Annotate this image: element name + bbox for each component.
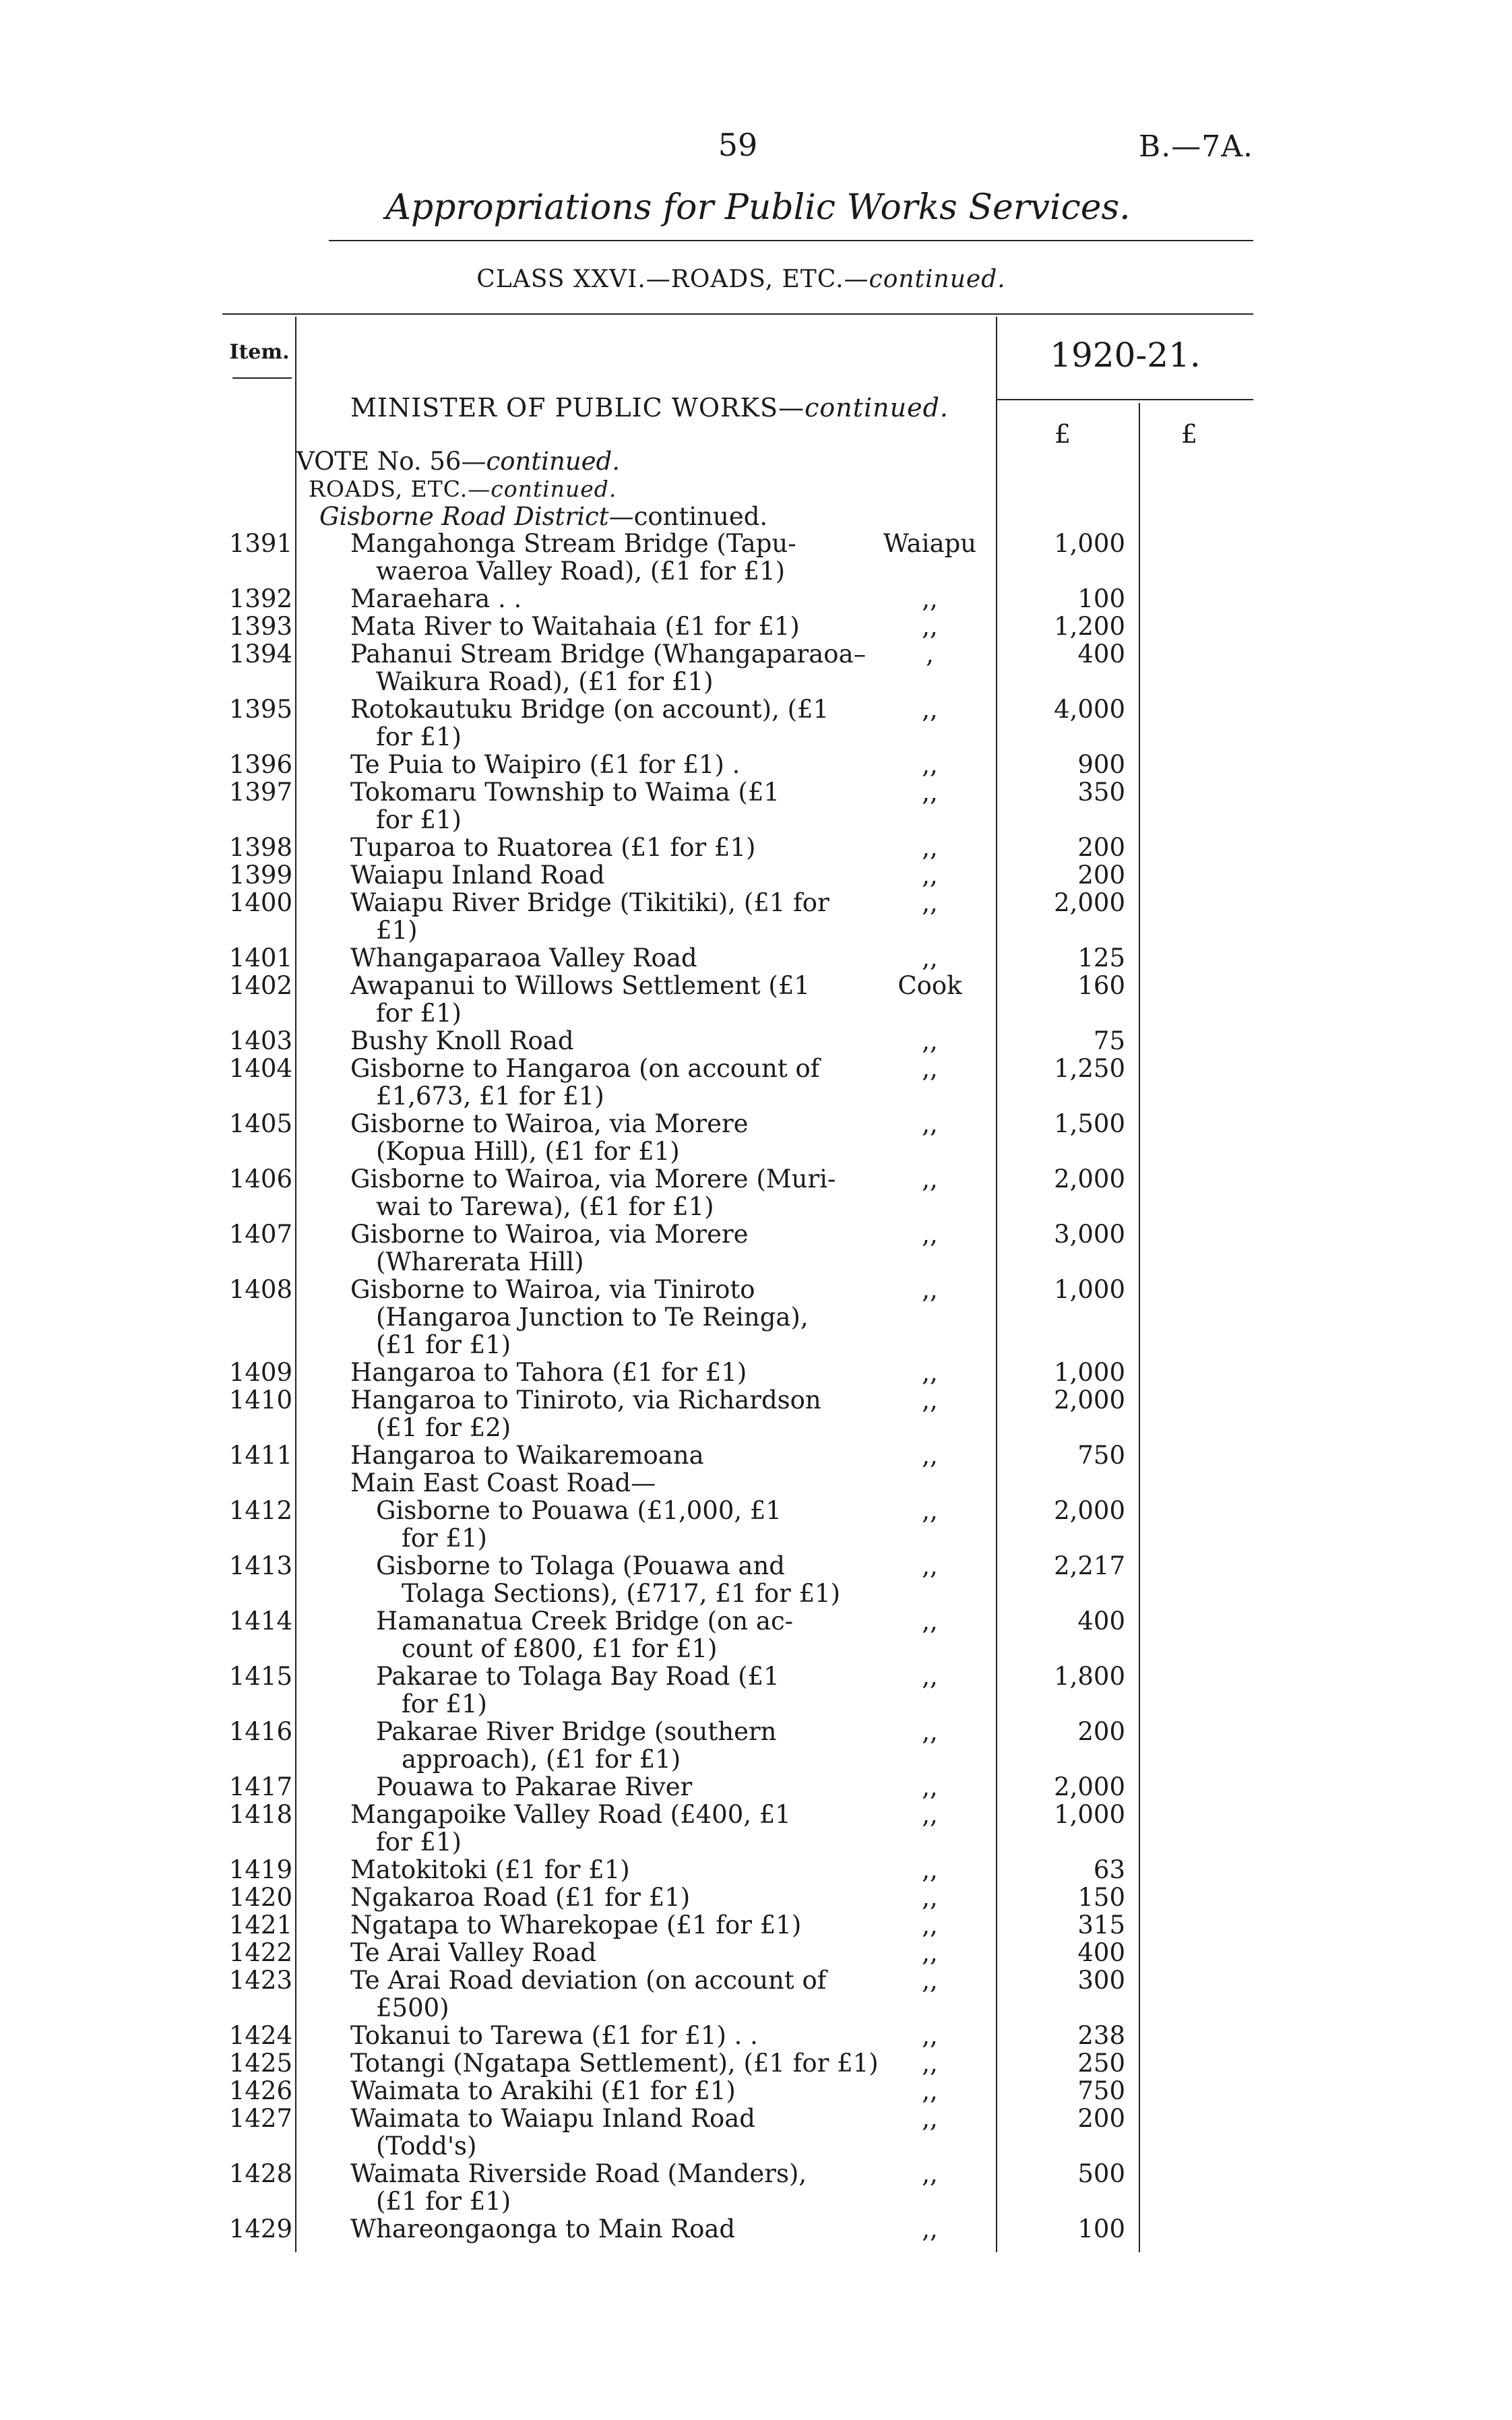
item-number: 1397	[228, 778, 292, 807]
item-description-line: Pakarae to Tolaga Bay Road (£1	[376, 1662, 780, 1691]
item-number: 1406	[228, 1165, 292, 1193]
county-location: ,,	[922, 1911, 938, 1940]
item-description-line: for £1)	[402, 1689, 487, 1718]
district-label	[319, 502, 767, 531]
item-number: 1414	[228, 1607, 292, 1636]
item-number: 1403	[228, 1026, 292, 1055]
year-header-rule	[996, 399, 1253, 400]
item-number: 1404	[228, 1054, 292, 1083]
amount-value: 315	[1077, 1911, 1125, 1940]
item-description-line: for £1)	[402, 1524, 487, 1553]
amount-value: 900	[1077, 750, 1125, 779]
ministry-heading-text: MINISTER OF PUBLIC WORKS—	[350, 393, 805, 423]
county-location: Waiapu	[883, 529, 977, 558]
item-number: 1393	[228, 612, 292, 641]
amount-value: 750	[1077, 2076, 1125, 2105]
item-description-line: Whareongaonga to Main Road	[350, 2214, 736, 2243]
county-location: ,,	[922, 1386, 938, 1415]
ministry-heading-continued: continued.	[805, 393, 949, 423]
item-description-line: Hangaroa to Waikaremoana	[350, 1441, 704, 1470]
item-number: 1392	[228, 584, 292, 613]
amount-value: 2,000	[1054, 1386, 1125, 1415]
amount-value: 150	[1077, 1883, 1125, 1912]
currency-symbol-column-2: £	[1180, 419, 1198, 449]
item-number: 1422	[228, 1938, 292, 1967]
county-location: ,,	[922, 1165, 938, 1193]
item-number: 1424	[228, 2021, 292, 2050]
item-number: 1426	[228, 2076, 292, 2105]
item-description-line: Mangahonga Stream Bridge (Tapu-	[350, 529, 796, 558]
county-location: ,,	[922, 1026, 938, 1055]
item-number: 1412	[228, 1496, 292, 1525]
item-description-line: £1)	[376, 916, 418, 945]
amount-column-divider	[996, 317, 997, 2252]
item-description-line: £1,673, £1 for £1)	[376, 1082, 604, 1111]
item-description-line: for £1)	[376, 722, 462, 751]
item-number: 1400	[228, 888, 292, 917]
amount-value: 4,000	[1054, 695, 1125, 724]
amount-value: 400	[1077, 1938, 1125, 1967]
item-description-line: Hangaroa to Tahora (£1 for £1)	[350, 1358, 747, 1387]
district-label-continued: —continued.	[608, 502, 768, 531]
class-heading-continued: continued.	[869, 266, 1006, 293]
item-number: 1407	[228, 1220, 292, 1249]
amount-value: 100	[1077, 2214, 1125, 2243]
item-number: 1405	[228, 1109, 292, 1138]
second-amount-column-divider	[1139, 403, 1140, 2252]
item-description-line: Awapanui to Willows Settlement (£1	[350, 971, 810, 1000]
item-header-rule	[232, 377, 292, 379]
county-location: ,,	[922, 833, 938, 862]
amount-value: 200	[1077, 2104, 1125, 2133]
item-number: 1411	[228, 1441, 292, 1470]
amount-value: 1,800	[1054, 1662, 1125, 1691]
item-number: 1410	[228, 1386, 292, 1415]
item-number: 1420	[228, 1883, 292, 1912]
item-description-line: Gisborne to Hangaroa (on account of	[350, 1054, 820, 1083]
amount-value: 750	[1077, 1441, 1125, 1470]
title-rule	[329, 240, 1253, 241]
item-description-line: (Todd's)	[376, 2132, 477, 2161]
item-description-line: Gisborne to Wairoa, via Morere	[350, 1220, 749, 1249]
section-label-continued: continued.	[491, 476, 617, 502]
county-location: ,,	[922, 1800, 938, 1829]
section-label	[309, 476, 617, 502]
item-description-line: Te Arai Road deviation (on account of	[350, 1966, 827, 1995]
county-location: ,,	[922, 1855, 938, 1884]
amount-value: 160	[1077, 971, 1125, 1000]
item-description-line: Gisborne to Wairoa, via Morere	[350, 1109, 749, 1138]
item-description-line: Ngatapa to Wharekopae (£1 for £1)	[350, 1911, 802, 1940]
amount-value: 200	[1077, 861, 1125, 890]
vote-label-text: VOTE No. 56—	[296, 447, 486, 476]
item-description-line: Maraehara . .	[350, 584, 522, 613]
item-description-line: Totangi (Ngatapa Settlement), (£1 for £1)	[350, 2049, 879, 2078]
vote-label	[296, 447, 620, 476]
item-number: 1419	[228, 1855, 292, 1884]
item-description-line: for £1)	[376, 999, 462, 1028]
item-description-line: (Wharerata Hill)	[376, 1247, 584, 1276]
item-number: 1427	[228, 2104, 292, 2133]
county-location: ,,	[922, 2214, 938, 2243]
item-description-line: (£1 for £1)	[376, 1330, 511, 1359]
item-number: 1395	[228, 695, 292, 724]
item-number: 1402	[228, 971, 292, 1000]
item-number: 1394	[228, 640, 292, 669]
county-location: ,,	[922, 778, 938, 807]
item-number: 1421	[228, 1911, 292, 1940]
county-location: ,,	[922, 1054, 938, 1083]
amount-value: 1,000	[1054, 529, 1125, 558]
district-label-text: Gisborne Road District	[319, 502, 609, 531]
item-column-header: Item.	[229, 340, 290, 364]
item-description-line: count of £800, £1 for £1)	[402, 1634, 718, 1663]
item-number: 1429	[228, 2214, 292, 2243]
county-location: ,,	[922, 1938, 938, 1967]
amount-value: 125	[1077, 943, 1125, 972]
item-number: 1409	[228, 1358, 292, 1387]
item-description-line: Mata River to Waitahaia (£1 for £1)	[350, 612, 800, 641]
county-location: ,,	[922, 1275, 938, 1304]
amount-value: 2,000	[1054, 1496, 1125, 1525]
vote-label-continued: continued.	[486, 447, 621, 476]
item-number: 1401	[228, 943, 292, 972]
item-number: 1428	[228, 2159, 292, 2188]
county-location: ,,	[922, 2159, 938, 2188]
page-title: Appropriations for Public Works Services.	[385, 187, 1131, 228]
amount-value: 3,000	[1054, 1220, 1125, 1249]
county-location: ,,	[922, 1966, 938, 1995]
ministry-heading	[350, 393, 949, 423]
item-number: 1416	[228, 1717, 292, 1746]
item-description-line: Te Puia to Waipiro (£1 for £1) .	[350, 750, 741, 779]
amount-value: 2,217	[1054, 1551, 1125, 1580]
sub-heading-main-east-coast-road: Main East Coast Road—	[350, 1468, 656, 1497]
county-location: ,,	[922, 1883, 938, 1912]
item-number: 1398	[228, 833, 292, 862]
county-location: ,	[926, 640, 934, 669]
item-description-line: Waiapu Inland Road	[350, 861, 605, 890]
year-column-header: 1920-21.	[1050, 336, 1201, 375]
county-location: ,,	[922, 750, 938, 779]
amount-value: 1,000	[1054, 1358, 1125, 1387]
item-description-line: for £1)	[376, 805, 462, 834]
county-location: ,,	[922, 612, 938, 641]
item-description-line: waeroa Valley Road), (£1 for £1)	[376, 557, 786, 586]
document-reference: B.—7A.	[1138, 129, 1253, 164]
item-number: 1425	[228, 2049, 292, 2078]
item-description-line: Pouawa to Pakarae River	[376, 1772, 693, 1801]
county-location: ,,	[922, 1662, 938, 1691]
item-description-line: Tokomaru Township to Waima (£1	[350, 778, 780, 807]
county-location: ,,	[922, 1717, 938, 1746]
county-location: ,,	[922, 2104, 938, 2133]
item-description-line: Gisborne to Wairoa, via Morere (Muri-	[350, 1165, 836, 1193]
item-description-line: (£1 for £1)	[376, 2187, 511, 2216]
item-description-line: (Hangaroa Junction to Te Reinga),	[376, 1303, 809, 1332]
item-description-line: Hangaroa to Tiniroto, via Richardson	[350, 1386, 821, 1415]
item-number: 1418	[228, 1800, 292, 1829]
amount-value: 100	[1077, 584, 1125, 613]
class-heading	[404, 266, 1078, 293]
amount-value: 350	[1077, 778, 1125, 807]
item-number: 1396	[228, 750, 292, 779]
item-description-line: Gisborne to Pouawa (£1,000, £1	[376, 1496, 782, 1525]
amount-value: 1,500	[1054, 1109, 1125, 1138]
county-location: ,,	[922, 888, 938, 917]
item-description-line: Waimata Riverside Road (Manders),	[350, 2159, 807, 2188]
item-number: 1423	[228, 1966, 292, 1995]
item-description-line: (£1 for £2)	[376, 1413, 511, 1442]
county-location: Cook	[897, 971, 962, 1000]
item-number: 1399	[228, 861, 292, 890]
item-description-line: approach), (£1 for £1)	[402, 1745, 681, 1774]
county-location: ,,	[922, 1607, 938, 1636]
item-description-line: Gisborne to Tolaga (Pouawa and	[376, 1551, 785, 1580]
county-location: ,,	[922, 1496, 938, 1525]
amount-value: 1,250	[1054, 1054, 1125, 1083]
item-description-line: Waiapu River Bridge (Tikitiki), (£1 for	[350, 888, 829, 917]
amount-value: 1,200	[1054, 612, 1125, 641]
county-location: ,,	[922, 861, 938, 890]
item-description-line: Te Arai Valley Road	[350, 1938, 597, 1967]
table-top-rule	[222, 313, 1253, 315]
county-location: ,,	[922, 1358, 938, 1387]
item-description-line: Mangapoike Valley Road (£400, £1	[350, 1800, 791, 1829]
county-location: ,,	[922, 1441, 938, 1470]
item-description-line: Pakarae River Bridge (southern	[376, 1717, 777, 1746]
item-description-line: Bushy Knoll Road	[350, 1026, 574, 1055]
item-description-line: for £1)	[376, 1828, 462, 1857]
currency-symbol-column-1: £	[1054, 419, 1071, 449]
section-label-text: ROADS, ETC.—	[309, 476, 491, 502]
county-location: ,,	[922, 2021, 938, 2050]
amount-value: 2,000	[1054, 888, 1125, 917]
county-location: ,,	[922, 1551, 938, 1580]
item-description-line: Tuparoa to Ruatorea (£1 for £1)	[350, 833, 756, 862]
item-description-line: Whangaparaoa Valley Road	[350, 943, 697, 972]
item-description-line: Tokanui to Tarewa (£1 for £1) . .	[350, 2021, 758, 2050]
county-location: ,,	[922, 1772, 938, 1801]
county-location: ,,	[922, 1220, 938, 1249]
county-location: ,,	[922, 695, 938, 724]
amount-value: 63	[1093, 1855, 1125, 1884]
item-description-line: Gisborne to Wairoa, via Tiniroto	[350, 1275, 755, 1304]
class-heading-text: CLASS XXVI.—ROADS, ETC.—	[476, 266, 869, 293]
county-location: ,,	[922, 584, 938, 613]
amount-value: 200	[1077, 1717, 1125, 1746]
item-number: 1417	[228, 1772, 292, 1801]
county-location: ,,	[922, 943, 938, 972]
item-description-line: Matokitoki (£1 for £1)	[350, 1855, 630, 1884]
item-description-line: £500)	[376, 1993, 449, 2022]
amount-value: 500	[1077, 2159, 1125, 2188]
item-description-line: wai to Tarewa), (£1 for £1)	[376, 1192, 714, 1221]
item-number: 1408	[228, 1275, 292, 1304]
item-description-line: (Kopua Hill), (£1 for £1)	[376, 1137, 680, 1166]
amount-value: 1,000	[1054, 1800, 1125, 1829]
amount-value: 2,000	[1054, 1165, 1125, 1193]
amount-value: 400	[1077, 1607, 1125, 1636]
item-description-line: Pahanui Stream Bridge (Whangaparaoa–	[350, 640, 867, 669]
amount-value: 300	[1077, 1966, 1125, 1995]
item-column-divider	[295, 317, 296, 2252]
amount-value: 200	[1077, 833, 1125, 862]
county-location: ,,	[922, 1109, 938, 1138]
amount-value: 2,000	[1054, 1772, 1125, 1801]
amount-value: 75	[1093, 1026, 1125, 1055]
county-location: ,,	[922, 2076, 938, 2105]
item-description-line: Ngakaroa Road (£1 for £1)	[350, 1883, 691, 1912]
item-description-line: Waimata to Waiapu Inland Road	[350, 2104, 755, 2133]
amount-value: 400	[1077, 640, 1125, 669]
amount-value: 250	[1077, 2049, 1125, 2078]
item-description-line: Waikura Road), (£1 for £1)	[376, 667, 714, 696]
item-description-line: Rotokautuku Bridge (on account), (£1	[350, 695, 829, 724]
amount-value: 1,000	[1054, 1275, 1125, 1304]
item-number: 1415	[228, 1662, 292, 1691]
item-number: 1413	[228, 1551, 292, 1580]
page-number: 59	[718, 127, 758, 163]
item-description-line: Hamanatua Creek Bridge (on ac-	[376, 1607, 794, 1636]
item-description-line: Tolaga Sections), (£717, £1 for £1)	[402, 1579, 841, 1608]
item-description-line: Waimata to Arakihi (£1 for £1)	[350, 2076, 736, 2105]
amount-value: 238	[1077, 2021, 1125, 2050]
item-number: 1391	[228, 529, 292, 558]
county-location: ,,	[922, 2049, 938, 2078]
